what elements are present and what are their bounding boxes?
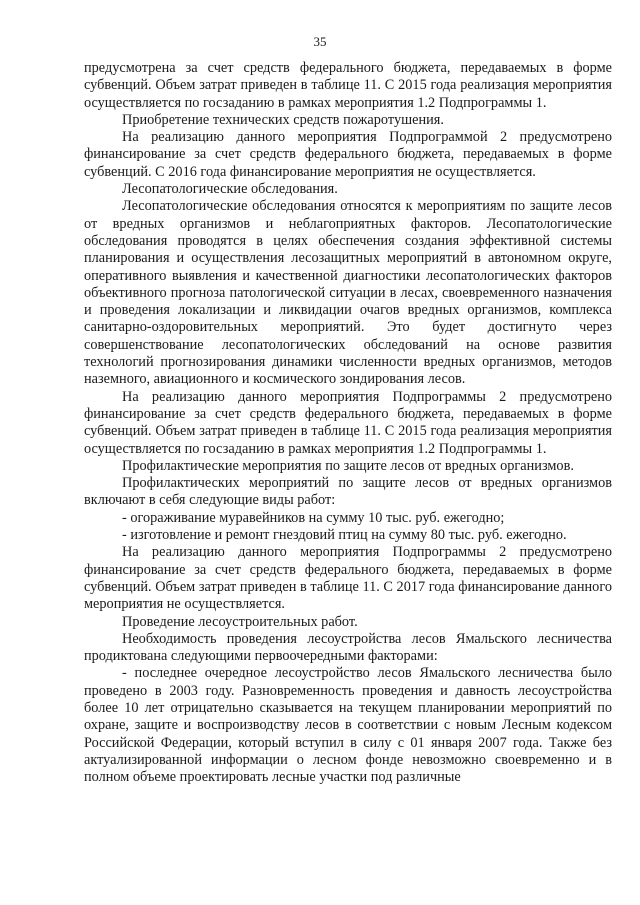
list-item-anthills: - огораживание муравейников на сумму 10 тыс. руб. ежегодно; — [122, 509, 505, 526]
page-number: 35 — [313, 34, 327, 49]
paragraph-forest-management-intro: Необходимость проведения лесоустройства лесов Ямальского лесничества продиктована следующими первоочередными факторами: — [84, 630, 612, 665]
paragraph-forest-pathology-description: Лесопатологические обследования относятся к мероприятиям по защите лесов от вредных организмов и неблагоприятных факторов. Лесопатологические обследования проводятся в целях обеспечения создания эффективной системы планирования и осуществления лесозащитных мероприятий в автономном округе, оперативного выявления и качественной диагностики лесопатологических факторов объективного прогноза патологической ситуации в лесах, своевременного назначения и проведения локализации и ликвидации очагов вредных организмов, комплекса санитарно-оздоровительных мероприятий. Это будет достигнуто через совершенствование лесопатологических обследований на основе развития технологий прогнозирования динамики численности вредных организмов, методов наземного, авиационного и космического зондирования лесов. — [84, 198, 612, 388]
paragraph-fire-equipment-funding: На реализацию данного мероприятия Подпрограммой 2 предусмотрено финансирование за счет средств федерального бюджета, передаваемых в форме субвенций. С 2016 года финансирование мероприятия не осуществляется. — [84, 129, 612, 180]
paragraph-continuation: предусмотрена за счет средств федерального бюджета, передаваемых в форме субвенций. Объем затрат приведен в таблице 11. С 2015 года реализация мероприятия осуществляется по госзаданию в рамках мероприятия 1.2 Подпрограммы 1. — [84, 60, 612, 111]
list-item-last-forest-management: - последнее очередное лесоустройство лесов Ямальского лесничества было проведено в 2003 году. Разновременность проведения и давность лесоустройства более 10 лет отрицательно сказывается на текущем планировании мероприятий по охране, защите и воспроизводству лесов в соответствии с новым Лесным кодексом Российской Федерации, который вступил в силу с 01 января 2007 года. Также без актуализированной информации о лесном фонде невозможно своевременно и в полном объеме проектировать лесные участки под различные — [84, 665, 612, 786]
section-heading-forest-management: Проведение лесоустроительных работ. — [122, 613, 358, 630]
list-item-birdhouses: - изготовление и ремонт гнездовий птиц на сумму 80 тыс. руб. ежегодно. — [122, 527, 567, 544]
section-heading-preventive-measures: Профилактические мероприятия по защите лесов от вредных организмов. — [122, 457, 574, 474]
paragraph-preventive-measures-funding: На реализацию данного мероприятия Подпрограммы 2 предусмотрено финансирование за счет средств федерального бюджета, передаваемых в форме субвенций. Объем затрат приведен в таблице 11. С 2017 года финансирование данного мероприятия не осуществляется. — [84, 544, 612, 613]
paragraph-preventive-measures-intro: Профилактических мероприятий по защите лесов от вредных организмов включают в себя следующие виды работ: — [84, 475, 612, 509]
document-body — [84, 60, 612, 786]
section-heading-fire-equipment: Приобретение технических средств пожаротушения. — [122, 111, 444, 128]
section-heading-forest-pathology: Лесопатологические обследования. — [122, 181, 338, 198]
paragraph-forest-pathology-funding: На реализацию данного мероприятия Подпрограммы 2 предусмотрено финансирование за счет средств федерального бюджета, передаваемых в форме субвенций. Объем затрат приведен в таблице 11. С 2015 года реализация мероприятия осуществляется по госзаданию в рамках мероприятия 1.2 Подпрограммы 1. — [84, 388, 612, 457]
